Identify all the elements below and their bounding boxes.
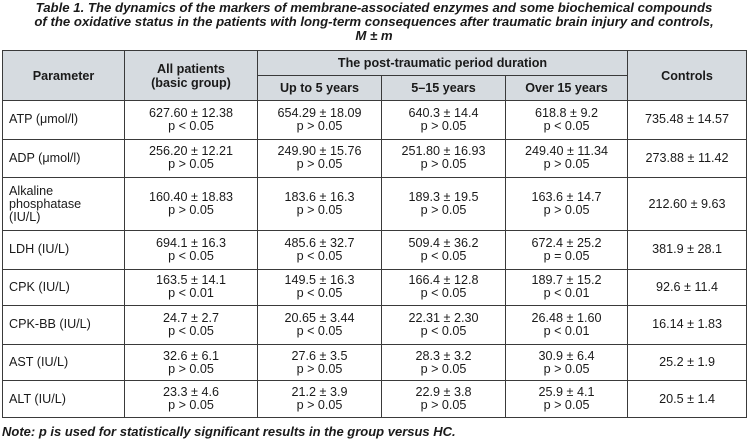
caption-line-1: Table 1. The dynamics of the markers of membrane-associated enzymes and some biochemical compounds (35, 0, 713, 15)
cell-all-patients (125, 178, 258, 231)
cell-controls-line: 735.48 ± 14.57 (645, 112, 729, 127)
cell-all-patients-line: 24.7 ± 2.7 (163, 310, 219, 325)
cell-5-15-line: p > 0.05 (420, 398, 467, 413)
cell-over-15-line: p > 0.05 (543, 157, 590, 172)
cell-5-15-line: 22.9 ± 3.8 (415, 385, 472, 400)
cell-parameter-line: CPK (IU/L) (9, 279, 70, 294)
cell-all-patients (125, 231, 258, 270)
header-parameter: Parameter (3, 51, 125, 101)
cell-over-15 (506, 139, 628, 178)
cell-all-patients-line: 23.3 ± 4.6 (163, 385, 219, 400)
cell-over-15 (506, 231, 628, 270)
cell-all-patients-line: 160.40 ± 18.83 (149, 190, 233, 205)
cell-controls (628, 381, 747, 418)
cell-5-15-line: 166.4 ± 12.8 (408, 273, 479, 288)
cell-over-15 (506, 178, 628, 231)
cell-up-to-5-line: p < 0.05 (296, 286, 343, 301)
cell-parameter (3, 139, 125, 178)
cell-over-15-line: 189.7 ± 15.2 (531, 273, 602, 288)
cell-parameter-line: phosphatase (9, 196, 82, 211)
table-row (3, 101, 747, 140)
cell-all-patients (125, 344, 258, 381)
cell-5-15-line: 509.4 ± 36.2 (408, 235, 479, 250)
cell-5-15-line: p < 0.05 (420, 248, 467, 263)
header-over-15: Over 15 years (506, 76, 628, 101)
cell-all-patients-line: p > 0.05 (168, 361, 214, 376)
cell-controls (628, 101, 747, 140)
cell-over-15 (506, 381, 628, 418)
cell-up-to-5-line: p > 0.05 (296, 203, 343, 218)
cell-parameter-line: AST (IU/L) (9, 355, 69, 370)
cell-all-patients (125, 101, 258, 140)
cell-5-15 (382, 381, 506, 418)
cell-5-15 (382, 101, 506, 140)
cell-all-patients-line: p > 0.05 (168, 203, 214, 218)
cell-up-to-5-line: p > 0.05 (296, 398, 343, 413)
cell-over-15-line: p < 0.01 (543, 323, 590, 338)
cell-over-15-line: p < 0.05 (543, 118, 590, 133)
cell-5-15 (382, 231, 506, 270)
cell-all-patients (125, 306, 258, 345)
header-up-to-5: Up to 5 years (258, 76, 382, 101)
cell-up-to-5-line: 149.5 ± 16.3 (284, 273, 355, 288)
header-all-patients-line1: All patients (157, 61, 225, 76)
cell-controls-line: 381.9 ± 28.1 (652, 242, 722, 257)
cell-all-patients-line: p > 0.05 (168, 398, 214, 413)
cell-all-patients-line: p < 0.05 (168, 248, 214, 263)
cell-up-to-5-line: 485.6 ± 32.7 (284, 235, 355, 250)
cell-over-15-line: p > 0.05 (543, 398, 590, 413)
cell-5-15-line: p < 0.05 (420, 286, 467, 301)
cell-up-to-5-line: 183.6 ± 16.3 (284, 190, 355, 205)
table-row (3, 231, 747, 270)
cell-5-15-line: p > 0.05 (420, 361, 467, 376)
cell-5-15-line: 28.3 ± 3.2 (415, 348, 472, 363)
cell-over-15-line: 30.9 ± 6.4 (538, 348, 595, 363)
cell-up-to-5 (258, 381, 382, 418)
cell-up-to-5-line: p < 0.05 (296, 248, 343, 263)
table-row (3, 269, 747, 306)
cell-parameter-line: ALT (IU/L) (9, 391, 66, 406)
cell-parameter (3, 306, 125, 345)
cell-all-patients (125, 269, 258, 306)
header-5-15: 5–15 years (382, 76, 506, 101)
header-all-patients (125, 51, 258, 101)
cell-all-patients (125, 381, 258, 418)
table-body (3, 101, 747, 418)
table-caption (2, 1, 746, 43)
table-row (3, 381, 747, 418)
cell-parameter-line: LDH (IU/L) (9, 242, 70, 257)
cell-5-15 (382, 344, 506, 381)
cell-parameter (3, 344, 125, 381)
cell-up-to-5 (258, 139, 382, 178)
cell-up-to-5 (258, 178, 382, 231)
cell-controls-line: 20.5 ± 1.4 (659, 391, 715, 406)
cell-over-15-line: p > 0.05 (543, 361, 590, 376)
cell-5-15-line: p < 0.05 (420, 323, 467, 338)
cell-over-15-line: p = 0.05 (543, 248, 590, 263)
cell-5-15 (382, 139, 506, 178)
cell-over-15-line: 25.9 ± 4.1 (538, 385, 595, 400)
cell-parameter (3, 178, 125, 231)
caption-line-3: M ± m (355, 28, 393, 43)
cell-up-to-5 (258, 344, 382, 381)
caption-line-2: of the oxidative status in the patients with long-term consequences after traumatic brain injury and controls, (34, 14, 714, 29)
header-all-patients-line2: (basic group) (151, 75, 231, 90)
cell-all-patients-line: 163.5 ± 14.1 (156, 273, 226, 288)
cell-up-to-5 (258, 231, 382, 270)
cell-parameter-line: Alkaline (9, 183, 54, 198)
cell-up-to-5-line: 27.6 ± 3.5 (291, 348, 348, 363)
cell-parameter-line: (IU/L) (9, 209, 41, 224)
table-row (3, 344, 747, 381)
table-row (3, 139, 747, 178)
cell-controls (628, 139, 747, 178)
cell-5-15-line: 640.3 ± 14.4 (408, 105, 479, 120)
cell-over-15-line: 672.4 ± 25.2 (531, 235, 602, 250)
cell-all-patients-line: 694.1 ± 16.3 (156, 235, 226, 250)
cell-5-15 (382, 178, 506, 231)
table-note: Note: p is used for statistically significant results in the group versus HC. (2, 424, 456, 439)
cell-over-15 (506, 101, 628, 140)
cell-up-to-5 (258, 306, 382, 345)
cell-parameter-line: CPK-BB (IU/L) (9, 317, 91, 332)
cell-all-patients-line: 256.20 ± 12.21 (149, 144, 233, 159)
cell-up-to-5-line: p > 0.05 (296, 157, 343, 172)
cell-over-15 (506, 344, 628, 381)
header-period: The post-traumatic period duration (258, 51, 628, 76)
cell-all-patients-line: 32.6 ± 6.1 (163, 348, 219, 363)
cell-controls (628, 306, 747, 345)
cell-up-to-5-line: p > 0.05 (296, 118, 343, 133)
cell-controls (628, 231, 747, 270)
cell-5-15-line: p > 0.05 (420, 157, 467, 172)
cell-over-15-line: 249.40 ± 11.34 (525, 144, 609, 159)
cell-parameter (3, 269, 125, 306)
cell-5-15 (382, 306, 506, 345)
cell-up-to-5-line: p > 0.05 (296, 361, 343, 376)
cell-up-to-5 (258, 269, 382, 306)
cell-up-to-5-line: 654.29 ± 18.09 (277, 105, 362, 120)
cell-over-15-line: 618.8 ± 9.2 (535, 105, 598, 120)
cell-5-15-line: p > 0.05 (420, 118, 467, 133)
cell-controls-line: 25.2 ± 1.9 (659, 355, 715, 370)
cell-over-15-line: p > 0.05 (543, 203, 590, 218)
cell-all-patients-line: p < 0.01 (168, 286, 214, 301)
cell-controls (628, 269, 747, 306)
cell-over-15 (506, 306, 628, 345)
cell-parameter-line: ADP (μmol/l) (9, 150, 81, 165)
cell-over-15 (506, 269, 628, 306)
cell-5-15-line: p > 0.05 (420, 203, 467, 218)
cell-5-15-line: 189.3 ± 19.5 (408, 190, 479, 205)
cell-5-15-line: 251.80 ± 16.93 (401, 144, 486, 159)
cell-controls-line: 92.6 ± 11.4 (656, 279, 719, 294)
cell-all-patients (125, 139, 258, 178)
cell-parameter (3, 231, 125, 270)
cell-controls (628, 178, 747, 231)
table-row (3, 178, 747, 231)
table-row (3, 306, 747, 345)
cell-parameter (3, 101, 125, 140)
cell-5-15-line: 22.31 ± 2.30 (408, 310, 479, 325)
cell-parameter-line: ATP (μmol/l) (9, 112, 79, 127)
cell-up-to-5-line: 21.2 ± 3.9 (291, 385, 348, 400)
cell-over-15-line: p < 0.01 (543, 286, 590, 301)
cell-up-to-5-line: 249.90 ± 15.76 (277, 144, 362, 159)
cell-all-patients-line: 627.60 ± 12.38 (149, 105, 233, 120)
cell-over-15-line: 26.48 ± 1.60 (531, 310, 602, 325)
cell-parameter (3, 381, 125, 418)
cell-up-to-5 (258, 101, 382, 140)
cell-all-patients-line: p > 0.05 (168, 157, 214, 172)
cell-controls (628, 344, 747, 381)
header-controls: Controls (628, 51, 747, 101)
cell-5-15 (382, 269, 506, 306)
cell-up-to-5-line: 20.65 ± 3.44 (284, 310, 355, 325)
cell-controls-line: 16.14 ± 1.83 (652, 317, 722, 332)
cell-controls-line: 273.88 ± 11.42 (645, 150, 729, 165)
cell-up-to-5-line: p < 0.05 (296, 323, 343, 338)
data-table (2, 50, 747, 418)
cell-all-patients-line: p < 0.05 (168, 118, 214, 133)
cell-over-15-line: 163.6 ± 14.7 (531, 190, 602, 205)
cell-controls-line: 212.60 ± 9.63 (648, 196, 726, 211)
cell-all-patients-line: p < 0.05 (168, 323, 214, 338)
